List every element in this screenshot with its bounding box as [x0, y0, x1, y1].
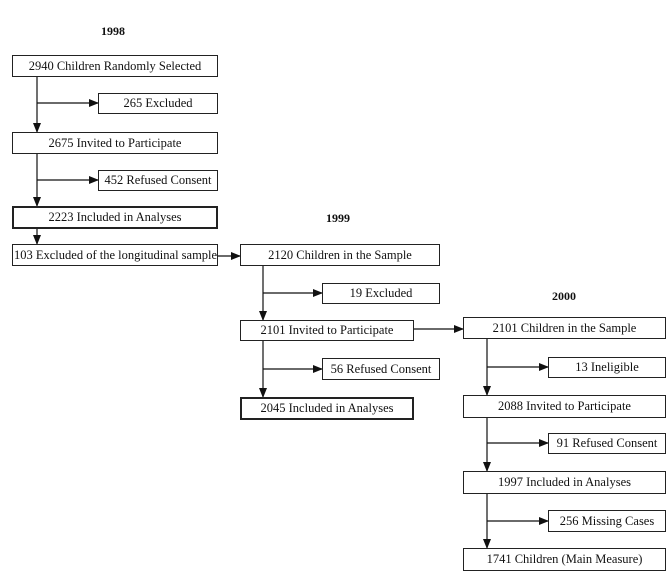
box-1998-randomly-selected: 2940 Children Randomly Selected — [12, 55, 218, 77]
year-1999-label: 1999 — [326, 211, 350, 225]
box-1999-included-in-analyses: 2045 Included in Analyses — [240, 397, 414, 420]
box-2000-children-in-sample: 2101 Children in the Sample — [463, 317, 666, 339]
box-1998-excluded: 265 Excluded — [98, 93, 218, 114]
box-1998-invited: 2675 Invited to Participate — [12, 132, 218, 154]
box-2000-refused-consent: 91 Refused Consent — [548, 433, 666, 454]
box-1999-excluded: 19 Excluded — [322, 283, 440, 304]
year-2000-label: 2000 — [552, 289, 576, 303]
box-2000-invited: 2088 Invited to Participate — [463, 395, 666, 418]
box-1998-included-in-analyses: 2223 Included in Analyses — [12, 206, 218, 229]
box-2000-missing-cases: 256 Missing Cases — [548, 510, 666, 532]
box-2000-ineligible: 13 Ineligible — [548, 357, 666, 378]
box-1999-refused-consent: 56 Refused Consent — [322, 358, 440, 380]
year-1998-label: 1998 — [101, 24, 125, 38]
box-2000-included-in-analyses: 1997 Included in Analyses — [463, 471, 666, 494]
box-1998-refused-consent: 452 Refused Consent — [98, 170, 218, 191]
box-1999-invited: 2101 Invited to Participate — [240, 320, 414, 341]
box-1999-children-in-sample: 2120 Children in the Sample — [240, 244, 440, 266]
box-2000-main-measure: 1741 Children (Main Measure) — [463, 548, 666, 571]
box-1998-longitudinal-excluded: 103 Excluded of the longitudinal sample — [12, 244, 218, 266]
